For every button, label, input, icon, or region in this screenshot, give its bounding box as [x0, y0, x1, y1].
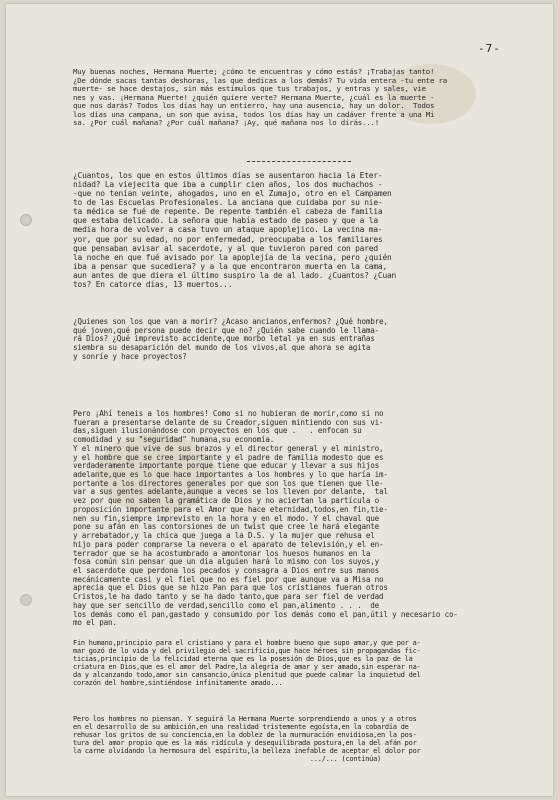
- section-divider: [247, 161, 351, 162]
- punch-hole: [20, 594, 32, 606]
- page-number: -7-: [478, 42, 501, 55]
- punch-hole: [20, 214, 32, 226]
- paragraph-the-men: Pero ¡Ahí teneis a los hombres! Como si no hubieran de morir,como si no fueran a presentarse delante de su Creador,siguen mintiendo con sus vi- das,siguen ilusionándose con proyectos en los que . . enfocan su comodidad y su "seguridad" humana,su economía. Y el minero que vive de sus brazos y el director general y el ministro, y el hombre que se cree importante y el padre de familia modesto que es verdaderamente importante porque tiene que educar y llevar a sus hijos adelante,que es lo que hace importantes a los hombres y lo que haría im- portante a los directores generales por que son los que tienen que lle- var a sus gentes adelante,aunque a veces se los lleven por delante, tal vez por que no saben la gramática de Dios y no aciertan la partícula o proposición importante para el Amor que hace eternidad,todos,en fin,tie- nen su fin,siempre imprevisto en la hora y en el modo. Y el chaval que pone su afán en las contorsiones de un twist que cree le hará elegante y arrebatador,y la chica que juega a la D.S. y la mujer que rehusa el hijo para poder comprarse la nevera o el aparato de televisión,y el en- terrador que se ha acostumbrado a amontonar los huesos humanos en la fosa común sin pensar que un día alguien hará lo mismo con los suyos,y el sacerdote que perdona los pecados y consagra a Dios entre sus manos mecánicamente casi y el fiel que no es fiel por que aunque va a Misa no aprecia que el Dios que se hizo Pan para que los cristianos fueran otros Cristos,le ha dado tanto y se ha dado tanto,que para ser fiel de verdad hay que ser sencillo de verdad,sencillo como el pan,alimento . . . de los demás como el pan,gastado y consumido por los demás como el pan,útil y necesario co- mo el pan.: [73, 409, 458, 628]
- paragraph-men-dont-think: Pero los hombres no piensan. Y seguirá la Hermana Muerte sorprendiendo a unos y a otros en el desarrollo de su ambición,en una realidad tristemente egoísta,en la cobardía de rehusar los gritos de su conciencia,en la doblez de la murmuración envidiosa,en la pos- tura del amor propio que es la más ridícula y desequilibrada postura,en la del afán por la carne olvidando la hermosura del espíritu,la belleza inefable de aceptar el dolor por .../... (continúa): [73, 715, 421, 763]
- paragraph-recent-deaths: ¿Cuantos, los que en estos últimos días se ausentaron hacia la Eter- nidad? La viejecita que iba a cumplir cien años, los dos muchachos - -que no tenían veinte, ahogados, uno en el Zumajo, otro en el Campamen to de las Escuelas Profesionales. La anciana que cuidaba por su nie- ta médica se fué de repente. De repente también el cabeza de familia que estaba delicado. La señora que había estado de paseo y que a la media hora de volver a casa tuvo un ataque apoplejico. La vecina ma- yor, que por su edad, no por enfermedad, preocupaba a los familiares que pensaban avisar al sacerdote, y al que tuvieron pared con pared la noche en que fué avisado por la apoplejía de la vecina, pero ¿quién iba a pensar que sucediera? y a la que encontraron muerta en la cama, aun antes de que diera el último suspiro la de al lado. ¿Cuantos? ¿Cuan tos? En catorce días, 13 muertos...: [73, 171, 397, 289]
- paragraph-human-end: Fin humano,principio para el cristiano y para el hombre bueno que supo amar,y que por a- mar gozó de lo vida y del privilegio del sacrificio,que hace héroes sin propagandas fic- ticias,principio de la felicidad eterna que es la posesión de Dios,que es la paz de la criatura en Dios,que es el amor del Padre,la alegría de amar y ser amado,sin esperar na- da y alcanzando todo,amor sin cansancio,única plenitud que puede calmar la inquietud del corazón del hombre,sintiéndose infinitamente amado...: [73, 639, 421, 687]
- document-page: [6, 4, 553, 796]
- paragraph-greeting: Muy buenas noches, Hermana Muerte; ¿cómo te encuentras y cómo estás? ¡Trabajas tanto! ¿De dónde sacas tantas deshoras, las que dedicas a los demás? Tu vida entera -tu ente ra muerte- se hace destajos, sin más estímulos que tus trabajos, y entras y sales, vie nes y vas. ¡Hermana Muerte! ¿quién quiere verte? Hermana Muerte, ¿cuál es la muerte - que nos darás? Todos los días hay un entierro, hay una ausencia, hay un dolor. Todos los días una campana, un son que avisa, todos los días hay un cadáver frente a una Mi sa. ¿Por cuál mañana? ¿Por cuál mañana? ¡Ay, qué mañana nos lo dirás...!: [73, 67, 447, 128]
- paragraph-who-will-die: ¿Quienes son los que van a morir? ¿Acaso ancianos,enfermos? ¿Qué hombre, qué joven,qué persona puede decir que no? ¿Quién sabe cuando le llama- rá Dios? ¿Qué imprevisto accidente,que morbo letal ya en sus entrañas siembra su desaparición del mundo de los vivos,al que ahora se agita y sonríe y hace proyectos?: [73, 317, 388, 361]
